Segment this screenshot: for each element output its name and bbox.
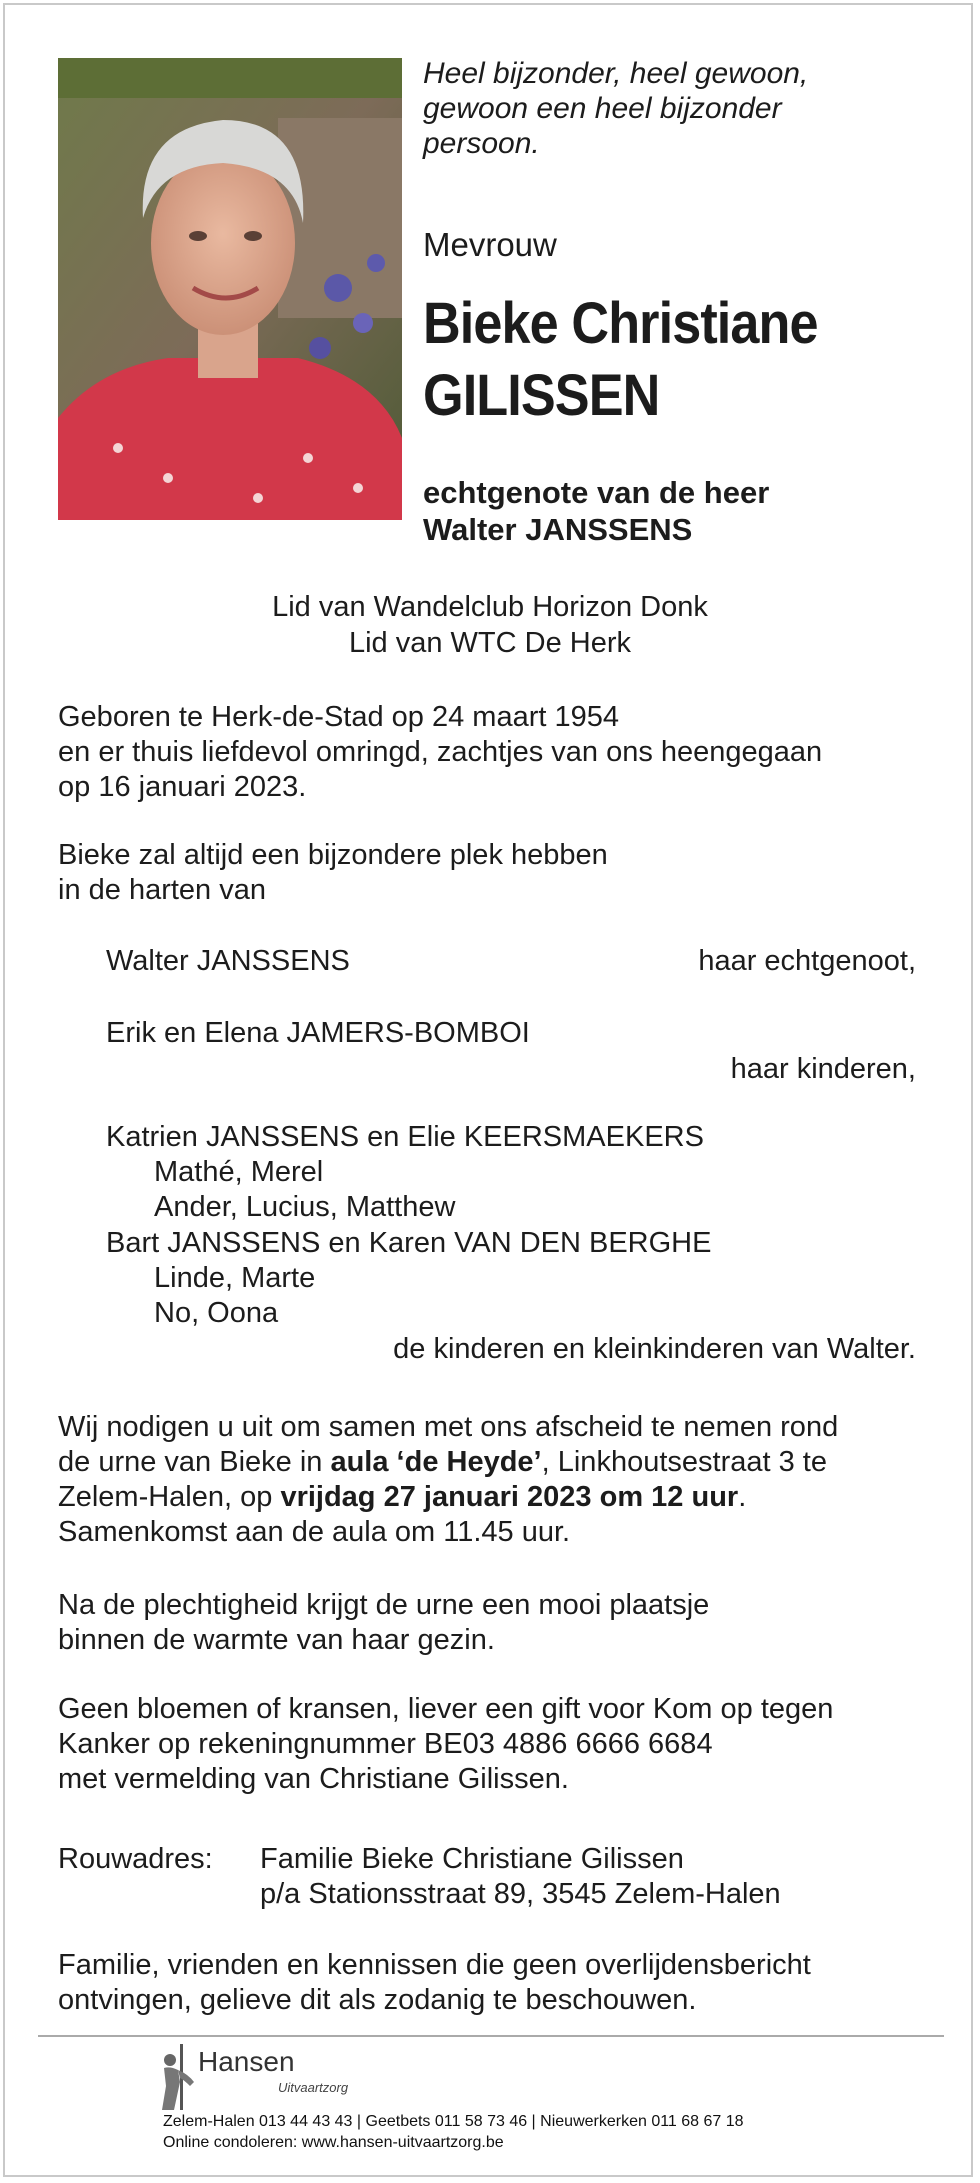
footer-divider bbox=[38, 2035, 944, 2037]
text-line: ontvingen, gelieve dit als zodanig te beschouwen. bbox=[58, 1984, 697, 2016]
husband-name: Walter JANSSENS bbox=[106, 945, 350, 977]
quote-line: persoon. bbox=[423, 127, 540, 160]
text-line: binnen de warmte van haar gezin. bbox=[58, 1624, 495, 1656]
deceased-name bbox=[423, 288, 818, 432]
text-line: Geboren te Herk-de-Stad op 24 maart 1954 bbox=[58, 701, 619, 733]
invitation-text bbox=[58, 1410, 838, 1550]
text-line: Familie, vrienden en kennissen die geen overlijdensbericht bbox=[58, 1949, 811, 1981]
text-line: in de harten van bbox=[58, 874, 266, 906]
text-line: Kanker op rekeningnummer BE03 4886 6666 6684 bbox=[58, 1728, 713, 1760]
spouse-info bbox=[423, 474, 769, 548]
quote-line: gewoon een heel bijzonder bbox=[423, 92, 782, 125]
text-line: Samenkomst aan de aula om 11.45 uur. bbox=[58, 1516, 571, 1548]
quote-line: Heel bijzonder, heel gewoon, bbox=[423, 57, 809, 90]
text-span: , Linkhoutsestraat 3 te bbox=[541, 1446, 827, 1478]
children-name: Erik en Elena JAMERS-BOMBOI bbox=[106, 1017, 530, 1049]
text-line: Geen bloemen of kransen, liever een gift voor Kom op tegen bbox=[58, 1693, 834, 1725]
flowers-text bbox=[58, 1692, 833, 1797]
first-names: Bieke Christiane bbox=[423, 291, 818, 356]
text-span: . bbox=[738, 1481, 747, 1513]
grandchildren-names: No, Oona bbox=[154, 1297, 279, 1329]
funeral-home-subtitle: Uitvaartzorg bbox=[278, 2080, 349, 2095]
membership: Lid van WTC De Herk bbox=[348, 627, 631, 659]
surname: GILISSEN bbox=[423, 363, 660, 428]
address-block bbox=[260, 1842, 781, 1912]
text-line: Bieke zal altijd een bijzondere plek hebben bbox=[58, 839, 608, 871]
grandchildren-couple: Bart JANSSENS en Karen VAN DEN BERGHE bbox=[106, 1227, 712, 1259]
text-span: Zelem-Halen, op bbox=[58, 1481, 281, 1513]
grandchildren-names: Mathé, Merel bbox=[154, 1156, 324, 1188]
ceremony-text bbox=[58, 1588, 709, 1658]
text-line: met vermelding van Christiane Gilissen. bbox=[58, 1763, 569, 1795]
children-role: haar kinderen, bbox=[730, 1053, 916, 1085]
address-line: Familie Bieke Christiane Gilissen bbox=[260, 1843, 684, 1875]
address-label: Rouwadres: bbox=[58, 1843, 213, 1875]
text-line bbox=[58, 1445, 838, 1480]
grandchildren-couple: Katrien JANSSENS en Elie KEERSMAEKERS bbox=[106, 1121, 704, 1153]
text-line bbox=[58, 1480, 838, 1515]
spouse-line: echtgenote van de heer bbox=[423, 475, 770, 510]
grandchildren-names: Ander, Lucius, Matthew bbox=[154, 1191, 456, 1223]
venue-name: aula ‘de Heyde’ bbox=[330, 1446, 542, 1478]
text-line: en er thuis liefdevol omringd, zachtjes van ons heengegaan bbox=[58, 736, 823, 768]
footer-online-link[interactable]: Online condoleren: www.hansen-uitvaartzorg.be bbox=[163, 2134, 504, 2151]
walter-family-role: de kinderen en kleinkinderen van Walter. bbox=[393, 1333, 916, 1365]
text-line: Wij nodigen u uit om samen met ons afscheid te nemen rond bbox=[58, 1411, 839, 1443]
closing-text bbox=[58, 1948, 811, 2018]
husband-role: haar echtgenoot, bbox=[698, 945, 916, 977]
footer-phones: Zelem-Halen 013 44 43 43 | Geetbets 011 58 73 46 | Nieuwerkerken 011 68 67 18 bbox=[163, 2113, 744, 2130]
text-span: de urne van Bieke in bbox=[58, 1446, 331, 1478]
membership: Lid van Wandelclub Horizon Donk bbox=[272, 591, 708, 623]
ceremony-datetime: vrijdag 27 januari 2023 om 12 uur bbox=[280, 1481, 739, 1513]
intro-text bbox=[58, 838, 608, 908]
spouse-line: Walter JANSSENS bbox=[423, 512, 693, 547]
birth-death-text bbox=[58, 700, 822, 805]
honorific: Mevrouw bbox=[423, 226, 557, 263]
text-line: Na de plechtigheid krijgt de urne een mooi plaatsje bbox=[58, 1589, 710, 1621]
funeral-home-name: Hansen bbox=[198, 2046, 295, 2077]
grandchildren-names: Linde, Marte bbox=[154, 1262, 316, 1294]
portrait-photo bbox=[58, 58, 402, 520]
funeral-logo-icon bbox=[150, 2042, 200, 2112]
quote bbox=[423, 56, 808, 161]
text-line: op 16 januari 2023. bbox=[58, 771, 307, 803]
address-line: p/a Stationsstraat 89, 3545 Zelem-Halen bbox=[260, 1878, 781, 1910]
